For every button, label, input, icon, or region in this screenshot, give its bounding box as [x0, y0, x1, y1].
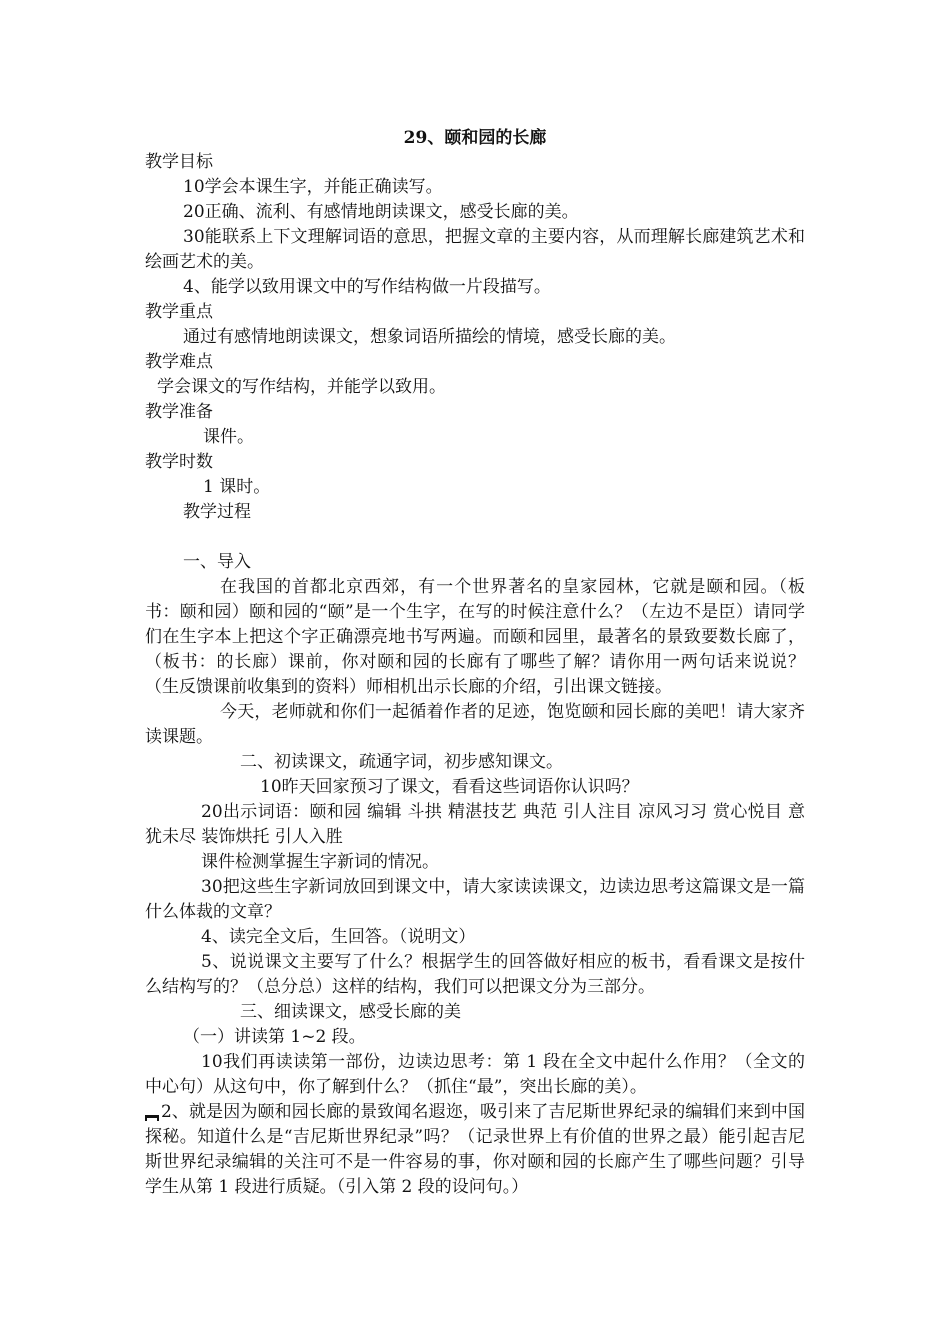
section1-para2: 今天，老师就和你们一起循着作者的足迹，饱览颐和园长廊的美吧！请大家齐读课题。 — [145, 702, 805, 747]
objectives-heading: 教学目标 — [145, 152, 213, 172]
preparation-heading: 教学准备 — [145, 402, 213, 422]
preparation-text: 课件。 — [203, 427, 254, 447]
section1-para1: 在我国的首都北京西郊，有一个世界著名的皇家园林，它就是颐和园。（板书：颐和园）颐和园的“颐”是一个生字，在写的时候注意什么？（左边不是臣）请同学们在生字本上把这个字正确漂亮地书写两遍。而颐和园里，最著名的景致要数长廊了， （板书：的长廊）课前，你对颐和园的长廊有了哪些了解？请你用一两句话来说说？（生反馈课前收集到的资料）师相机出示长廊的介绍，引出课文链接。 — [145, 577, 805, 697]
section2-item2b: 课件检测掌握生字新词的情况。 — [201, 852, 439, 872]
section3-sub1: （一）讲读第 1~2 段。 — [183, 1027, 366, 1047]
document-body — [145, 150, 805, 1200]
key-points-text: 通过有感情地朗读课文，想象词语所描绘的情境，感受长廊的美。 — [183, 327, 676, 347]
section2-item1: 10昨天回家预习了课文，看看这些词语你认识吗？ — [260, 777, 639, 797]
objective-item: 10学会本课生字，并能正确读写。 — [183, 177, 443, 197]
section2-item2: 20出示词语：颐和园 编辑 斗拱 精湛技艺 典范 引人注目 凉风习习 赏心悦目 意犹未尽 装饰烘托 引人入胜 — [145, 802, 805, 847]
hours-heading: 教学时数 — [145, 452, 213, 472]
section3-item2-text: 2、就是因为颐和园长廊的景致闻名遐迩，吸引来了吉尼斯世界纪录的编辑们来到中国探秘。知道什么是“吉尼斯世界纪录”吗？（记录世界上有价值的世界之最）能引起吉尼斯世界纪录编辑的关注可不是一件容易的事，你对颐和园的长廊产生了哪些问题？引导学生从第 1 段进行质疑。（引入第 2 段的设问句。） — [145, 1102, 805, 1197]
section2-heading: 二、初读课文，疏通字词，初步感知课文。 — [240, 752, 563, 772]
section3-item2 — [145, 1100, 805, 1200]
section1-heading: 一、导入 — [183, 552, 251, 572]
process-heading: 教学过程 — [183, 502, 251, 522]
section2-item4: 4、读完全文后，生回答。（说明文） — [201, 927, 476, 947]
section3-item1: 10我们再读读第一部份，边读边思考：第 1 段在全文中起什么作用？（全文的中心句）从这句中，你了解到什么？（抓住“最”，突出长廊的美）。 — [145, 1052, 805, 1097]
bracket-mark-icon — [145, 1115, 159, 1121]
document-title: 29、颐和园的长廊 — [403, 128, 547, 148]
section2-item5: 5、说说课文主要写了什么？根据学生的回答做好相应的板书，看看课文是按什么结构写的？（总分总）这样的结构，我们可以把课文分为三部分。 — [145, 952, 805, 997]
objective-item: 4、能学以致用课文中的写作结构做一片段描写。 — [183, 277, 551, 297]
difficulties-text: 学会课文的写作结构，并能学以致用。 — [157, 377, 446, 397]
hours-text: 1 课时。 — [203, 477, 271, 497]
objective-item: 20正确、流利、有感情地朗读课文，感受长廊的美。 — [183, 202, 579, 222]
difficulties-heading: 教学难点 — [145, 352, 213, 372]
key-points-heading: 教学重点 — [145, 302, 213, 322]
section3-heading: 三、细读课文，感受长廊的美 — [240, 1002, 461, 1022]
section2-item3: 30把这些生字新词放回到课文中，请大家读读课文，边读边思考这篇课文是一篇什么体裁的文章？ — [145, 877, 805, 922]
objective-item: 30能联系上下文理解词语的意思，把握文章的主要内容，从而理解长廊建筑艺术和绘画艺术的美。 — [145, 227, 805, 272]
